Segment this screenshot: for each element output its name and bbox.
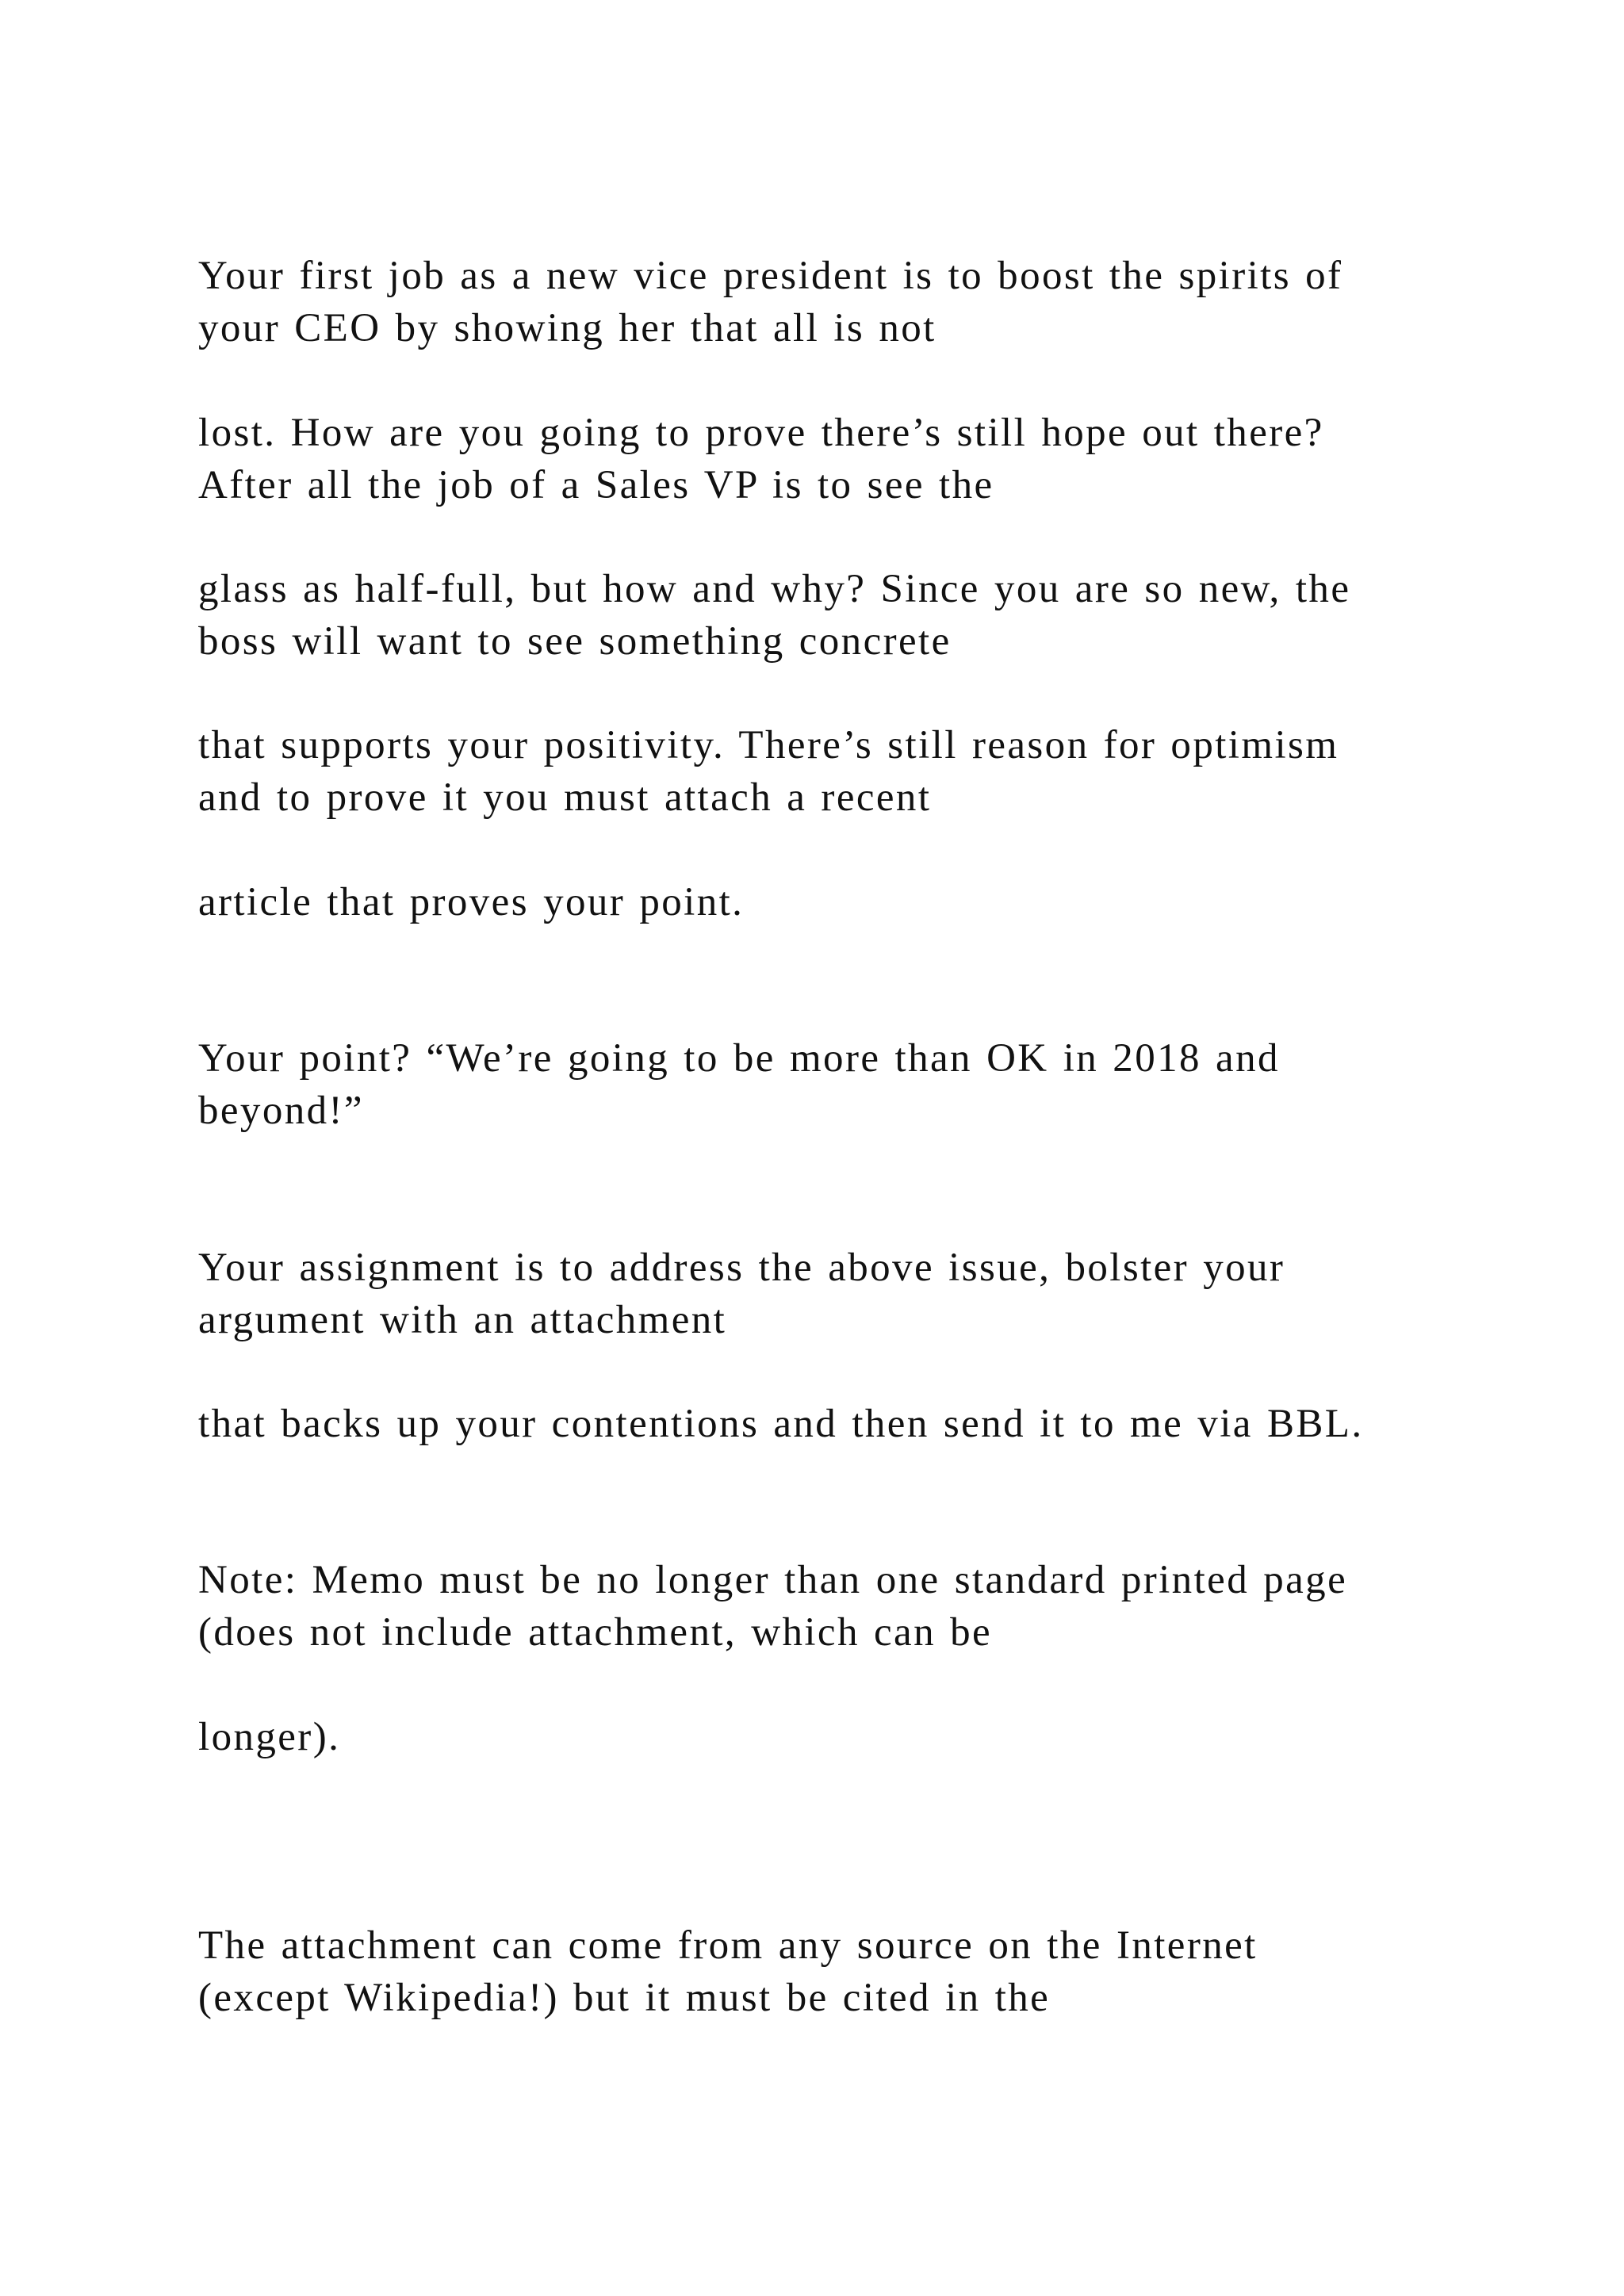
paragraph-your-point: Your point? “We’re going to be more than OK in 2018 and beyond!” — [198, 1036, 1280, 1133]
paragraph-attachment-source: The attachment can come from any source on the Internet (except Wikipedia!) but it must be cited in the — [198, 1923, 1258, 2020]
paragraph-prove-hope: lost. How are you going to prove there’s still hope out there? After all the job of a Sales VP is to see the — [198, 411, 1324, 507]
paragraph-article: article that proves your point. — [198, 880, 745, 924]
paragraph-assignment: Your assignment is to address the above issue, bolster your argument with an attachment — [198, 1246, 1285, 1342]
paragraph-half-full: glass as half-full, but how and why? Since you are so new, the boss will want to see something concrete — [198, 567, 1351, 664]
paragraph-longer: longer). — [198, 1715, 341, 1759]
paragraph-memo-note: Note: Memo must be no longer than one standard printed page (does not include attachment, which can be — [198, 1558, 1348, 1655]
paragraph-vp-first-job: Your first job as a new vice president is to boost the spirits of your CEO by showing her that all is not — [198, 254, 1343, 350]
paragraph-positivity: that supports your positivity. There’s still reason for optimism and to prove it you must attach a recent — [198, 723, 1339, 820]
paragraph-send-bbl: that backs up your contentions and then send it to me via BBL. — [198, 1402, 1364, 1446]
